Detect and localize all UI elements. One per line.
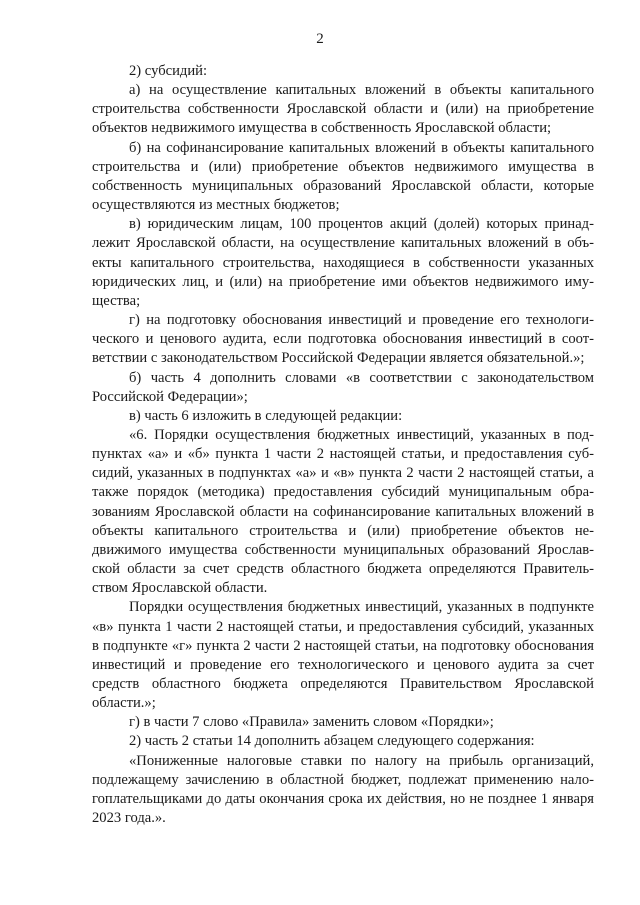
- paragraph-subsidies-heading: 2) субсидий:: [129, 63, 208, 79]
- document-body: [92, 62, 594, 828]
- page-number: 2: [316, 31, 324, 47]
- paragraph-part-4-amendment: б) часть 4 дополнить словами «в соответствии с законодательством Российской Федерации»;: [92, 369, 594, 405]
- paragraph-subsidy-b: б) на софинансирование капитальных вложений в объекты капитального строительства и (или) приобретение объектов недвижимого имущества в собственность муниципальных образований Ярославской области, которые осуществляются из местных бюджетов;: [92, 139, 594, 214]
- paragraph-part-6-second: Порядки осуществления бюджетных инвестиций, указанных в подпункте «в» пункта 1 части 2 настоящей статьи, и предоставления субсидий, указанных в подпункте «г» пункта 2 части 2 настоящей статьи, на подготовку обоснования инвестиций и проведение его технологического и ценового аудита за счет средств областного бюджета определяются Правительством Ярославской области.»;: [92, 599, 594, 712]
- paragraph-part-6-text: «6. Порядки осуществления бюджетных инвестиций, указанных в подпунктах «а» и «б» пункта 1 части 2 настоящей статьи, и предоставления субсидий, указанных в подпунктах «а» и «в» пункта 2 части 2 настоящей статьи, а также порядок (методика) предоставления субсидий муниципальным образованиям Ярославской области на софинансирование капитальных вложений в объекты капитального строительства и (или) приобретение объектов недвижимого имущества собственности муниципальных образований Ярославской области за счет средств областного бюджета определяются Правительством Ярославской области.: [92, 426, 594, 597]
- paragraph-part-7-amendment: г) в части 7 слово «Правила» заменить словом «Порядки»;: [129, 714, 494, 731]
- paragraph-subsidy-g: г) на подготовку обоснования инвестиций и проведение его технологического и ценового аудита, если подготовка обоснования инвестиций в соответствии с законодательством Российской Федерации является обязательной.»;: [92, 312, 594, 367]
- paragraph-tax-rates: «Пониженные налоговые ставки по налогу на прибыль организаций, подлежащему зачислению в областной бюджет, подлежат применению налогоплательщиками до даты окончания срока их действия, но не позднее 1 января 2023 года.».: [92, 752, 594, 827]
- paragraph-article-14-amendment: 2) часть 2 статьи 14 дополнить абзацем следующего содержания:: [129, 733, 535, 750]
- paragraph-subsidy-v: в) юридическим лицам, 100 процентов акций (долей) которых принадлежит Ярославской области, на осуществление капитальных вложений в объекты капитального строительства, находящиеся в собственности указанных юридических лиц, и (или) на приобретение ими объектов недвижимого имущества;: [92, 216, 594, 309]
- paragraph-part-6-amendment: в) часть 6 изложить в следующей редакции:: [129, 407, 403, 424]
- paragraph-subsidy-a: а) на осуществление капитальных вложений в объекты капитального строительства собственности Ярославской области и (или) на приобретение объектов недвижимого имущества в собственность Ярославской области;: [92, 82, 594, 137]
